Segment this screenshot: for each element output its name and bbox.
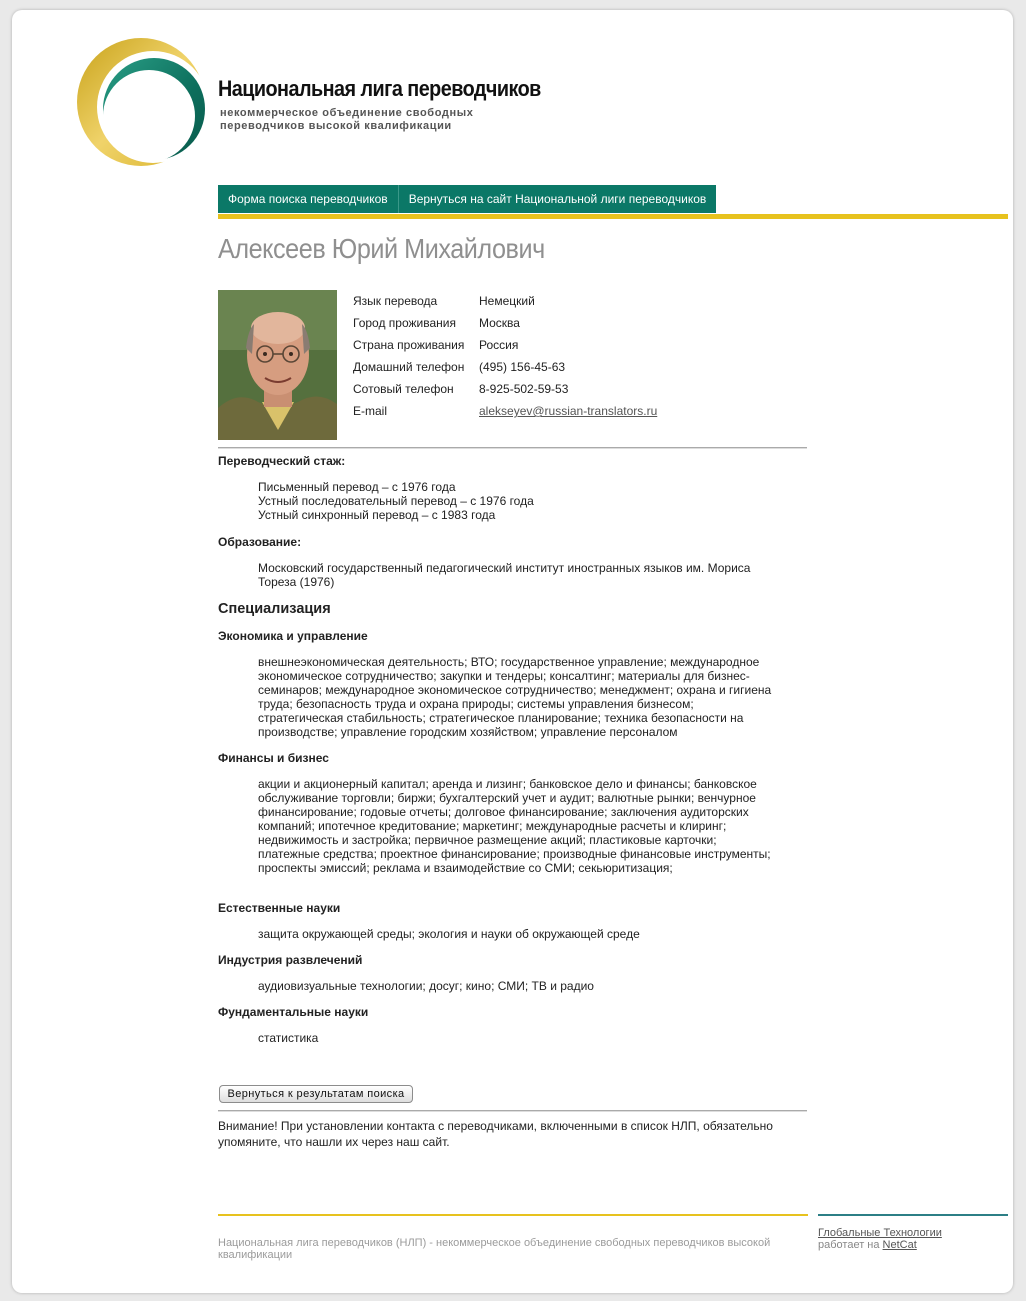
footer-credits (818, 1227, 942, 1251)
education-text: Московский государственный педагогический институт иностранных языков им. Мориса Тореза (1976) (258, 561, 751, 589)
education-heading: Образование: (218, 535, 302, 549)
specialization-section-text: акции и акционерный капитал; аренда и лизинг; банковское дело и финансы; банковское обслуживание торговли; биржи; бухгалтерский учет и аудит; валютные рынки; венчурное финансирование; годовые отчеты; долговое финансирование; заключения аудиторских компаний; ипотечное кредитование; маркетинг; международные расчеты и клиринг; недвижимость и застройка; первичное размещение акций; пластиковые карточки; платежные средства; проектное финансирование; производные финансовые инструменты; проспекты эмиссий; реклама и взаимодействие со СМИ; секьюритизация; (258, 777, 771, 875)
experience-item: Устный синхронный перевод – с 1983 года (258, 508, 496, 522)
top-navigation (218, 185, 716, 213)
developer-link[interactable]: Глобальные Технологии (818, 1227, 942, 1239)
site-subtitle (220, 107, 520, 133)
header-divider (218, 214, 1008, 219)
site-subtitle-line-1: некоммерческое объединение свободных (220, 107, 474, 119)
specialization-section-text: защита окружающей среды; экология и науки об окружающей среде (258, 927, 640, 941)
powered-by-label: работает на (818, 1239, 880, 1251)
info-label: Язык перевода (353, 294, 438, 308)
nav-translator-search-form[interactable]: Форма поиска переводчиков (218, 185, 399, 213)
profile-details (218, 454, 798, 1045)
info-label: Город проживания (353, 316, 456, 330)
specialization-section-title: Финансы и бизнес (218, 751, 329, 765)
experience-list (218, 480, 778, 522)
specialization-section-text: внешнеэкономическая деятельность; ВТО; государственное управление; международное экономическое сотрудничество; закупки и тендеры; консалтинг; материалы для бизнес-семинаров; международное экономическое сотрудничество; менеджмент; охрана и гигиена труда; безопасность труда и охрана природы; системы управления бизнесом; стратегическая стабильность; стратегическое планирование; техника безопасности на производстве; управление городским хозяйством; управление персоналом (258, 655, 772, 739)
specialization-section-text: статистика (258, 1031, 319, 1045)
info-label: Страна проживания (353, 338, 465, 352)
email-link[interactable]: alekseyev@russian-translators.ru (479, 404, 658, 418)
info-value: (495) 156-45-63 (479, 360, 566, 374)
netcat-link[interactable]: NetCat (882, 1239, 917, 1251)
specialization-section-title: Индустрия развлечений (218, 953, 363, 967)
site-title: Национальная лига переводчиков (218, 76, 541, 101)
specialization-section-title: Естественные науки (218, 901, 341, 915)
info-row-country (353, 335, 657, 357)
info-label: Домашний телефон (353, 360, 465, 374)
info-row-city (353, 313, 657, 335)
translator-name: Алексеев Юрий Михайлович (218, 233, 545, 264)
site-subtitle-line-2: переводчиков высокой квалификации (220, 120, 452, 132)
info-row-home-phone (353, 357, 657, 379)
site-logo-icon[interactable] (76, 37, 206, 167)
specialization-heading: Специализация (218, 601, 331, 617)
specialization-section-title: Фундаментальные науки (218, 1005, 369, 1019)
experience-heading: Переводческий стаж: (218, 454, 346, 468)
footer-divider-teal (818, 1214, 1008, 1216)
nav-back-to-main-site[interactable]: Вернуться на сайт Национальной лиги переводчиков (399, 185, 717, 213)
warning-divider (218, 1110, 807, 1112)
specialization-section-text: аудиовизуальные технологии; досуг; кино; СМИ; ТВ и радио (258, 979, 594, 993)
footer-divider-yellow (218, 1214, 808, 1216)
info-value: Москва (479, 316, 520, 330)
translator-info-table (353, 291, 657, 423)
info-value: Россия (479, 338, 519, 352)
back-to-results-button[interactable]: Вернуться к результатам поиска (219, 1085, 413, 1103)
info-row-language (353, 291, 657, 313)
info-label: Сотовый телефон (353, 382, 454, 396)
experience-item: Письменный перевод – с 1976 года (258, 480, 456, 494)
translator-photo (218, 290, 337, 440)
experience-item: Устный последовательный перевод – с 1976 года (258, 494, 534, 508)
info-row-mobile-phone (353, 379, 657, 401)
specialization-section-title: Экономика и управление (218, 629, 368, 643)
portrait-image-icon (218, 290, 337, 440)
contact-warning: Внимание! При установлении контакта с переводчиками, включенными в список НЛП, обязательно упомяните, что нашли их через наш сайт. (218, 1119, 773, 1149)
profile-divider (218, 447, 807, 449)
footer-text: Национальная лига переводчиков (НЛП) - некоммерческое объединение свободных переводчиков высокой квалификации (218, 1237, 771, 1261)
info-label: E-mail (353, 404, 388, 418)
info-value: 8-925-502-59-53 (479, 382, 569, 396)
info-value: Немецкий (479, 294, 535, 308)
info-row-email (353, 401, 657, 423)
